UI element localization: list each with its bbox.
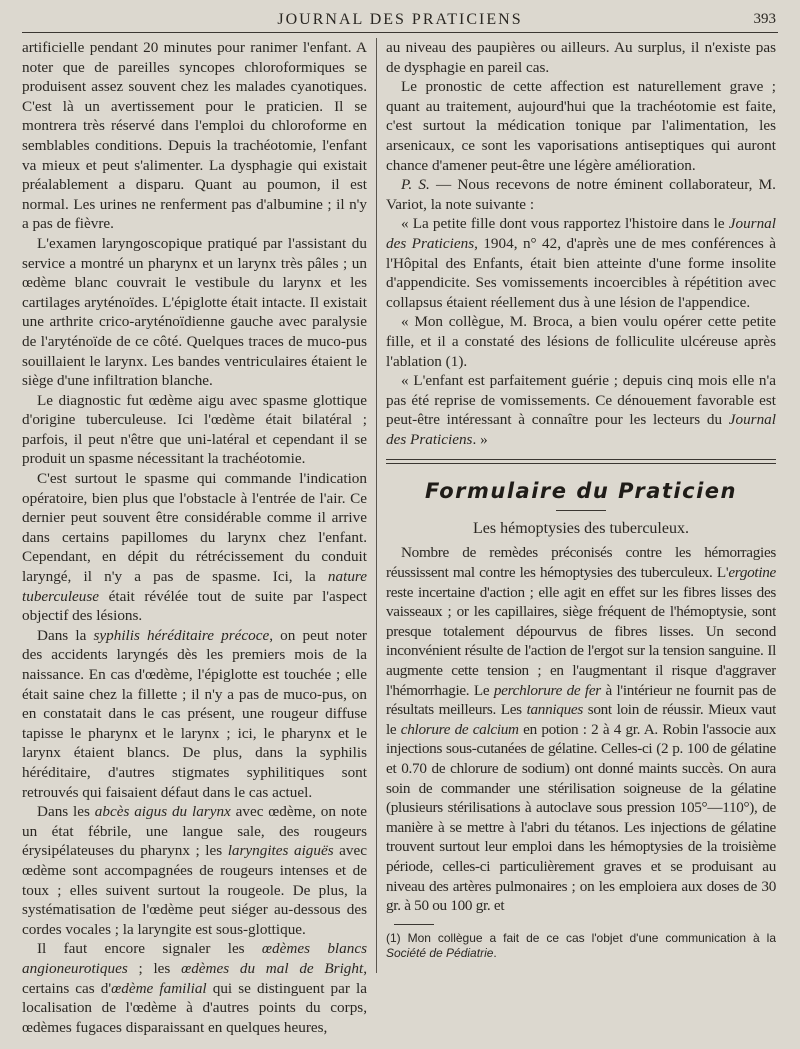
- paragraph: L'examen laryngoscopique pratiqué par l'assistant du service a montré un pharynx et un larynx très pâles ; un œdème blanc couvrait le vestibule du larynx et les cartilages aryténoïdes. L'épiglotte était intacte. Il existait une arthrite crico-aryténoïdienne gauche avec paralysie de l'aryténoïde de ce côté. Quelques traces de muco-pus souillaient le larynx. Les bandes ventriculaires étaient le siège d'une infiltration blanche.: [22, 234, 367, 390]
- section-title: Formulaire du Praticien: [425, 479, 737, 504]
- quote-paragraph: « La petite fille dont vous rapportez l'histoire dans le Journal des Praticiens, 1904, n° 42, d'après une de mes conférences à l'Hôpital des Enfants, était bien atteinte d'une forme insolite d'appendicite. Ses vomissements incoercibles à répétition avec collapsus étaient réellement dus à une lésion de l'appendice.: [386, 215, 776, 311]
- paragraph: au niveau des paupières ou ailleurs. Au surplus, il n'existe pas de dysphagie en pareil cas.: [386, 39, 776, 76]
- paragraph: Nombre de remèdes préconisés contre les hémorragies réussissent mal contre les hémoptysies des tuberculeux. L'ergotine reste incertaine d'action ; elle agit en effet sur les fibres lisses des vaisseaux ; or les capillaires, siège fréquent de l'hémoptysie, sont presque totalement dépourvus de fibres lisses. Un second inconvénient résulte de l'action de l'ergot sur la tension sanguine. Il augmente cette tension ; en l'augmentant il risque d'aggraver l'hémorrhagie. Le perchlorure de fer à l'intérieur ne fournit pas de résultats meilleurs. Les tanniques sont loin de réussir. Mieux vaut le chlorure de calcium en potion : 2 à 4 gr. A. Robin l'associe aux injections sous-cutanées de gélatine. Celles-ci (2 p. 100 de gélatine et 0.70 de chlorure de sodium) ont donné maints succès. On aura soin de commander une stérilisation soigneuse de la gélatine (plusieurs stérilisations à autoclave sous pression 105°—110°), de manière à se mettre à l'abri du tétanos. Les injections de gélatine trouvent surtout leur emploi dans les hémoptysies de la troisième période, celles-ci particulièrement graves et se produisant au niveau des artères pulmonaires ; on les emploiera aux doses de 30 gr. à 50 ou 100 gr. et: [386, 544, 776, 915]
- quote-paragraph: « Mon collègue, M. Broca, a bien voulu opérer cette petite fille, et il a constaté des lésions de folliculite ulcéreuse après l'ablation (1).: [386, 313, 776, 370]
- footnote: (1) Mon collègue a fait de ce cas l'objet d'une communication à la Société de Pédiatrie.: [386, 930, 776, 960]
- footnote-rule: [394, 924, 434, 925]
- article-subtitle: Les hémoptysies des tuberculeux.: [473, 520, 689, 538]
- title-rule: [556, 510, 606, 511]
- page-number: 393: [753, 11, 776, 27]
- paragraph: artificielle pendant 20 minutes pour ranimer l'enfant. A noter que de pareilles syncopes chloroformiques se produisent assez souvent chez les malades cyanotiques. C'est là un avertissement pour le praticien. Il se montrera très réservé dans l'emploi du chloroforme en semblables conditions. Depuis la trachéotomie, l'enfant va mieux et peut s'alimenter. La dysphagie qui existait préalablement a disparu. Quant au poumon, il est normal. Les urines ne renferment pas d'albumine ; il n'y a pas de fièvre.: [22, 39, 367, 233]
- section-divider: [386, 459, 776, 464]
- paragraph: Le diagnostic fut œdème aigu avec spasme glottique d'origine tuberculeuse. Ici l'œdème était bilatéral ; parfois, il peut n'être que uni-latéral et cependant il se produit un spasme nécessitant la trachéotomie.: [22, 391, 367, 468]
- paragraph: Le pronostic de cette affection est naturellement grave ; quant au traitement, aujourd'hui que la trachéotomie est faite, c'est surtout la médication tonique par l'alimentation, les arsenicaux, ce sont les vaporisations antiseptiques qui auront chance d'amener peut-être une légère amélioration.: [386, 78, 776, 174]
- paragraph: C'est surtout le spasme qui commande l'indication opératoire, bien plus que l'obstacle à l'entrée de l'air. Ce dernier peut souvent être considérable comme il arrive dans certains papillomes du larynx chez l'enfant. Cependant, en dépit du rétrécissement du conduit laryngé, il n'y a pas de spasme. Ici, la nature tuberculeuse était révélée tout de suite par l'aspect objectif des lésions.: [22, 470, 367, 625]
- postscript: P. S. — Nous recevons de notre éminent collaborateur, M. Variot, la note suivante :: [386, 176, 776, 213]
- running-title: JOURNAL DES PRATICIENS: [277, 11, 523, 28]
- column-divider: [376, 38, 377, 973]
- left-column: [22, 38, 367, 1038]
- paragraph: Dans les abcès aigus du larynx avec œdème, on note un état fébrile, une langue sale, des rougeurs érysipélateuses du pharynx ; les laryngites aiguës avec œdème sont accompagnées de rougeurs intenses et de toux ; elles suivent surtout la rougeole. De plus, la systématisation de l'œdème peut siéger au-dessous des cordes vocales ; la laryngite est sous-glottique.: [22, 803, 367, 938]
- right-column: [386, 38, 776, 1038]
- paragraph: Dans la syphilis héréditaire précoce, on peut noter des accidents laryngés dès les premiers mois de la naissance. En cas d'œdème, l'épiglotte est touchée ; elle était saine chez la fillette ; il n'y a pas de muco-pus, on en constatait dans le cas présent, une rougeur diffuse tapisse le pharynx et le larynx ; ici, le pharynx et le larynx étaient blancs. De plus, dans la syphilis héréditaire, d'autres stigmates syphilitiques sont retrouvés qui faisaient défaut dans le cas actuel.: [22, 626, 367, 801]
- paragraph: Il faut encore signaler les œdèmes blancs angioneurotiques ; les œdèmes du mal de Bright, certains cas d'œdème familial qui se distinguent par la localisation de l'œdème à d'autres points du corps, œdèmes fugaces disparaissant en quelques heures,: [22, 940, 367, 1036]
- page-header: [22, 8, 778, 33]
- quote-paragraph: « L'enfant est parfaitement guérie ; depuis cinq mois elle n'a pas été reprise de vomissements. Ce dénouement favorable est peut-être intéressant à connaître pour les lecteurs du Journal des Praticiens. »: [386, 372, 776, 448]
